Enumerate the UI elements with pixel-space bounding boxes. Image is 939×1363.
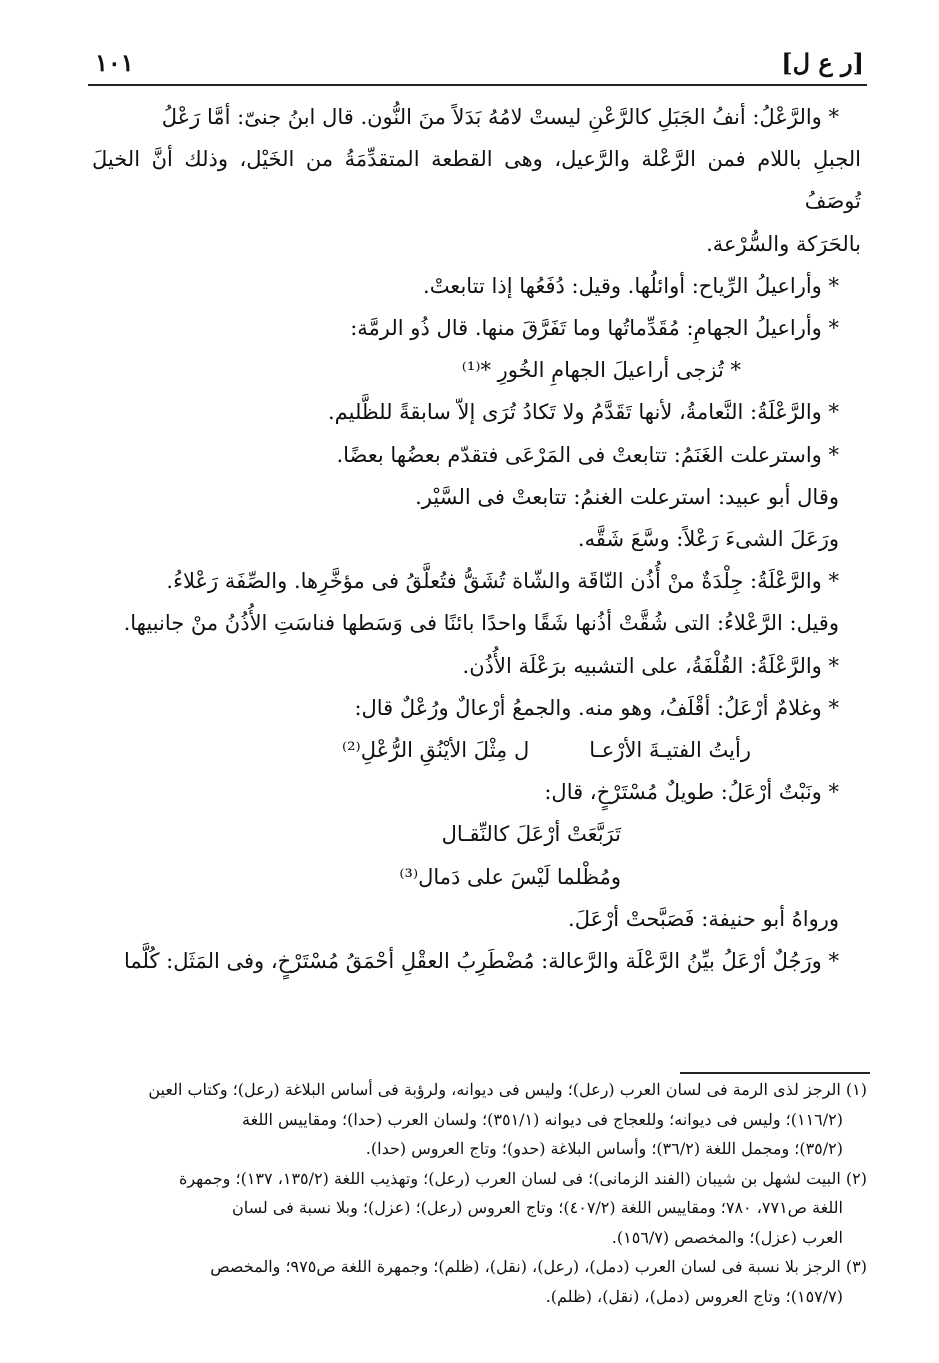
body-line: * ورَجُلٌ أرْعَلُ بيِّنُ الرَّعْلَة والرَّعالة: مُضْطَرِبُ العقْلِ أحْمَقُ مُسْتَرْخٍ، وفى المَثَل: كُلَّما	[123, 949, 839, 974]
body-line: * واسترعلت الغَنَمُ: تتابعتْ فى المَرْعَى فتقدّم بعضُها بعضًا.	[336, 442, 839, 467]
body-line: * وأراعيلُ الجهامِ: مُقَدِّماتُها وما تَفَرَّقَ منها. قال ذُو الرمَّة:	[350, 316, 839, 341]
body-line: ورواهُ أبو حنيفة: فَصَبَّحتْ أرْعَلَ.	[568, 906, 839, 931]
page-header	[95, 42, 864, 82]
footnote-line: (١٥٧/٧)؛ وتاج العروس (دمل)، (نقل)، (ظلم).	[545, 1286, 843, 1306]
body-line: * والرَّعْلَةُ: النَّعامةُ، لأنها تَقَدَّمُ ولا تَكادُ تُرَى إلاّ سابقةً للظَّليم.	[327, 400, 839, 425]
body-line: * وأراعيلُ الرِّياح: أوائلُها. وقيل: دُفَعُها إذا تتابعتْ.	[423, 273, 839, 298]
body-line: * ونَبْتٌ أرْعَلُ: طويلٌ مُسْتَرْخٍ، قال:	[544, 780, 839, 805]
body-line: * والرَّعْلَةُ: القُلْفَةُ، على التشبيه برَعْلَة الأُذُن.	[462, 653, 839, 678]
footnotes	[92, 1076, 867, 1312]
body-line: الجبلِ باللام فمن الرَّعْلة والرَّعيل، وهى القطعة المتقدِّمَةُ من الخَيْل، وذلك أنَّ الخيلَ تُوصَفُ	[92, 147, 861, 214]
header-rule	[88, 84, 867, 86]
footnote-line: (٣٥/٢)؛ ومجمل اللغة (٣٦/٢)؛ وأساس البلاغة (حدو)؛ وتاج العروس (حدا).	[365, 1139, 843, 1158]
footnote-line: اللغة ص٧٧١، ٧٨٠؛ ومقاييس اللغة (٤٠٧/٢)؛ وتاج العروس (رعل)؛ (عزل)؛ وبلا نسبة فى لسان	[231, 1198, 843, 1217]
footnote-line: (١) الرجز لذى الرمة فى لسان العرب (رعل)؛ وليس فى ديوانه، ولرؤبة فى أساس البلاغة (رعل)؛ وكتاب العين	[148, 1080, 867, 1099]
footnote-line: (١١٦/٢)؛ وليس فى ديوانه؛ وللعجاج فى ديوانه (٣٥١/١)؛ ولسان العرب (حدا)؛ ومقاييس اللغة	[242, 1109, 843, 1129]
footnote-line: العرب (عزل)؛ والمخصص (١٥٦/٧).	[611, 1227, 843, 1247]
body-line: بالحَرَكة والسُّرْعة.	[706, 231, 861, 256]
footnote-line: (٣) الرجز بلا نسبة فى لسان العرب (دمل)، (رعل)، (نقل)، (ظلم)؛ وجمهرة اللغة ص٩٧٥؛ والمخصص	[210, 1257, 867, 1276]
footnote-line: (٢) البيت لشهل بن شيبان (الفند الزمانى)؛ فى لسان العرب (رعل)؛ وتهذيب اللغة (١٣٥/٢، ١٣٧)؛ وجمهرة	[178, 1168, 867, 1188]
root-label: [ر ع ل]	[781, 47, 864, 77]
body-line: * والرَّعْلُ: أنفُ الجَبَلِ كالرَّعْنِ ليستْ لامُهُ بَدَلاً منَ النُّون. قال ابنُ جنىّ: أمَّا رَعْلُ	[161, 105, 839, 129]
verse-hemistich-first: رأيتُ الفتيـةَ الأرْعـا	[589, 738, 751, 763]
entry-body	[92, 96, 861, 982]
body-line: وقال أبو عبيد: استرعلت الغنمُ: تتابعتْ فى السَّيْر.	[415, 484, 839, 509]
body-line: * تُزجى أراعيلَ الجهامِ الخُورِ *⁽¹⁾	[461, 358, 741, 383]
verse-pair	[92, 729, 861, 771]
verse-hemistich-second: ل مِثْلَ الأيْنُقِ الرُّعْلِ⁽²⁾	[341, 738, 530, 763]
body-line: تَرَبَّعَتْ أرْعَلَ كالنِّقـال	[441, 822, 621, 847]
body-line: وقيل: الرَّعْلاءُ: التى شُقَّتْ أذُنها شَقًا واحدًا بائنًا فى وَسَطها فناسَتِ الأُذُنُ منْ جانبيها.	[123, 611, 839, 636]
body-line: ورَعَلَ الشىءَ رَعْلاً: وسَّعَ شَقَّه.	[577, 527, 839, 552]
footnote-rule	[680, 1072, 870, 1074]
body-line: * وغلامٌ أرْعَلُ: أقْلَفُ، وهو منه. والجمعُ أرْعالٌ ورُعْلٌ قال:	[354, 695, 839, 720]
body-line: * والرَّعْلَةُ: جِلْدَةٌ منْ أُذُن النّاقَة والشّاة تُشَقُّ فتُعلَّقُ فى مؤخَّرِها. والصِّفَة رَعْلاءُ.	[166, 569, 839, 594]
page-number: ١٠١	[95, 47, 134, 77]
body-line: ومُظْلما لَيْسَ على دَمال⁽³⁾	[399, 864, 621, 889]
